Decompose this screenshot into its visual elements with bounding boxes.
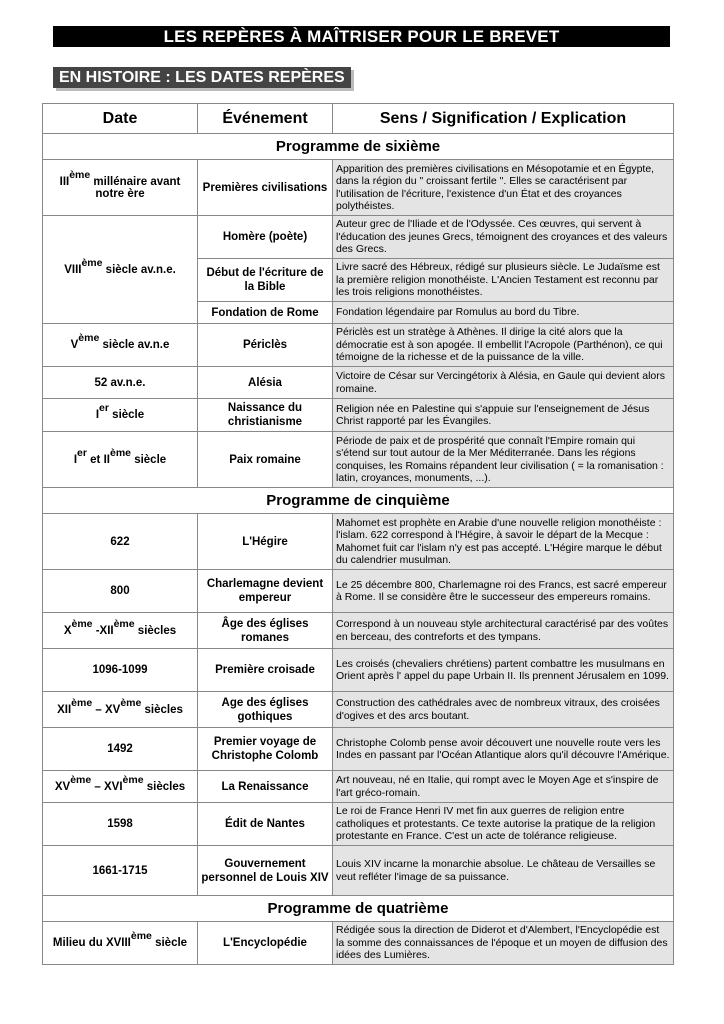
date-cell: 1096-1099 [43,649,198,692]
desc-cell: Le roi de France Henri IV met fin aux guerres de religion entre catholiques et protestants. Ce texte autorise la pratique de la religion protestante en France. C'est un acte de tolérance religieuse. [333,803,674,846]
date-cell: 1661-1715 [43,846,198,896]
header-date: Date [43,104,198,134]
event-cell: Age des églises gothiques [198,692,333,728]
event-cell: Périclès [198,324,333,367]
event-cell: Homère (poète) [198,216,333,259]
table-row [43,728,674,771]
date-cell: XIIème – XVème siècles [43,692,198,728]
desc-cell: Correspond à un nouveau style architectural caractérisé par des voûtes en berceau, des contreforts et des tympans. [333,613,674,649]
date-cell: 1598 [43,803,198,846]
event-cell: Naissance du christianisme [198,399,333,432]
table-row [43,649,674,692]
table-row [43,514,674,570]
program-heading-sixieme: Programme de sixième [43,134,674,160]
event-cell: Fondation de Rome [198,302,333,324]
desc-cell: Louis XIV incarne la monarchie absolue. Le château de Versailles se veut refléter l'image de sa puissance. [333,846,674,896]
desc-cell: Construction des cathédrales avec de nombreux vitraux, des croisées d'ogives et des arcs boutant. [333,692,674,728]
date-cell: IIIème millénaire avant notre ère [43,160,198,216]
event-cell: L'Hégire [198,514,333,570]
header-row [43,104,674,134]
date-cell: Vème siècle av.n.e [43,324,198,367]
event-cell: Gouvernement personnel de Louis XIV [198,846,333,896]
table-row [43,846,674,896]
table-row [43,803,674,846]
desc-cell: Le 25 décembre 800, Charlemagne roi des Francs, est sacré empereur à Rome. Il se considère être le successeur des empereurs romains. [333,570,674,613]
desc-cell: Rédigée sous la direction de Diderot et d'Alembert, l'Encyclopédie est la somme des connaissances de l'époque et un moyen de diffusion des idées des Lumières. [333,922,674,965]
desc-cell: Christophe Colomb pense avoir découvert une nouvelle route vers les Indes en passant par l'Océan Atlantique alors qu'il découvre l'Amérique. [333,728,674,771]
date-cell: 800 [43,570,198,613]
page-title: LES REPÈRES À MAÎTRISER POUR LE BREVET [53,26,670,47]
header-event: Événement [198,104,333,134]
date-cell: VIIIème siècle av.n.e. [43,216,198,324]
date-cell: 1492 [43,728,198,771]
event-cell: L'Encyclopédie [198,922,333,965]
table-row [43,922,674,965]
event-cell: Début de l'écriture de la Bible [198,259,333,302]
date-cell: Ier siècle [43,399,198,432]
date-cell: Ier et IIème siècle [43,432,198,488]
desc-cell: Apparition des premières civilisations en Mésopotamie et en Égypte, dans la région du " croissant fertile ". Elles se caractérisent par l'utilisation de l'écriture, l'existence d'un État et des croyances polythéistes. [333,160,674,216]
program-row [43,488,674,514]
desc-cell: Mahomet est prophète en Arabie d'une nouvelle religion monothéiste : l'islam. 622 correspond à l'Hégire, à savoir le départ de la Mecque : Mahomet fuit car l'islam n'y est pas accepté. L'Hégire marque le début du calendrier musulman. [333,514,674,570]
event-cell: Charlemagne devient empereur [198,570,333,613]
event-cell: Édit de Nantes [198,803,333,846]
table-row [43,771,674,803]
program-heading-quatrieme: Programme de quatrième [43,896,674,922]
event-cell: Première croisade [198,649,333,692]
desc-cell: Art nouveau, né en Italie, qui rompt avec le Moyen Age et s'inspire de l'art gréco-romain. [333,771,674,803]
table-row [43,324,674,367]
table-row [43,367,674,399]
dates-table [42,103,674,965]
table-row [43,160,674,216]
desc-cell: Victoire de César sur Vercingétorix à Alésia, en Gaule qui devient alors romaine. [333,367,674,399]
table-row [43,613,674,649]
program-row [43,134,674,160]
date-cell: Xème -XIIème siècles [43,613,198,649]
header-desc: Sens / Signification / Explication [333,104,674,134]
table-row [43,570,674,613]
event-cell: Paix romaine [198,432,333,488]
program-heading-cinquieme: Programme de cinquième [43,488,674,514]
event-cell: Premier voyage de Christophe Colomb [198,728,333,771]
event-cell: La Renaissance [198,771,333,803]
desc-cell: Périclès est un stratège à Athènes. Il dirige la cité alors que la démocratie est à son apogée. Il embellit l'Acropole (Parthénon), ce qui témoigne de la richesse et de la puissance de la ville. [333,324,674,367]
desc-cell: Auteur grec de l'Iliade et de l'Odyssée. Ces œuvres, qui servent à l'éducation des jeunes Grecs, témoignent des croyances et des valeurs des Grecs. [333,216,674,259]
table-row [43,399,674,432]
desc-cell: Livre sacré des Hébreux, rédigé sur plusieurs siècle. Le Judaïsme est la première religion monothéiste. L'Ancien Testament est reconnu par les trois religions monothéistes. [333,259,674,302]
table-row [43,692,674,728]
date-cell: Milieu du XVIIIème siècle [43,922,198,965]
event-cell: Âge des églises romanes [198,613,333,649]
date-cell: XVème – XVIème siècles [43,771,198,803]
section-title: EN HISTOIRE : LES DATES REPÈRES [53,67,351,88]
program-row [43,896,674,922]
event-cell: Premières civilisations [198,160,333,216]
table-row [43,216,674,259]
desc-cell: Période de paix et de prospérité que connaît l'Empire romain qui s'étend sur tout autour de la Mer Méditerranée. Dans les régions conquises, les Romains répandent leur civilisation ( = la romanisation : latin, croyances, monuments, ...). [333,432,674,488]
date-cell: 52 av.n.e. [43,367,198,399]
event-cell: Alésia [198,367,333,399]
desc-cell: Religion née en Palestine qui s'appuie sur l'enseignement de Jésus Christ rapporté par les Évangiles. [333,399,674,432]
desc-cell: Les croisés (chevaliers chrétiens) partent combattre les musulmans en Orient après l' appel du pape Urbain II. Ils prennent Jérusalem en 1099. [333,649,674,692]
date-cell: 622 [43,514,198,570]
desc-cell: Fondation légendaire par Romulus au bord du Tibre. [333,302,674,324]
table-row [43,432,674,488]
